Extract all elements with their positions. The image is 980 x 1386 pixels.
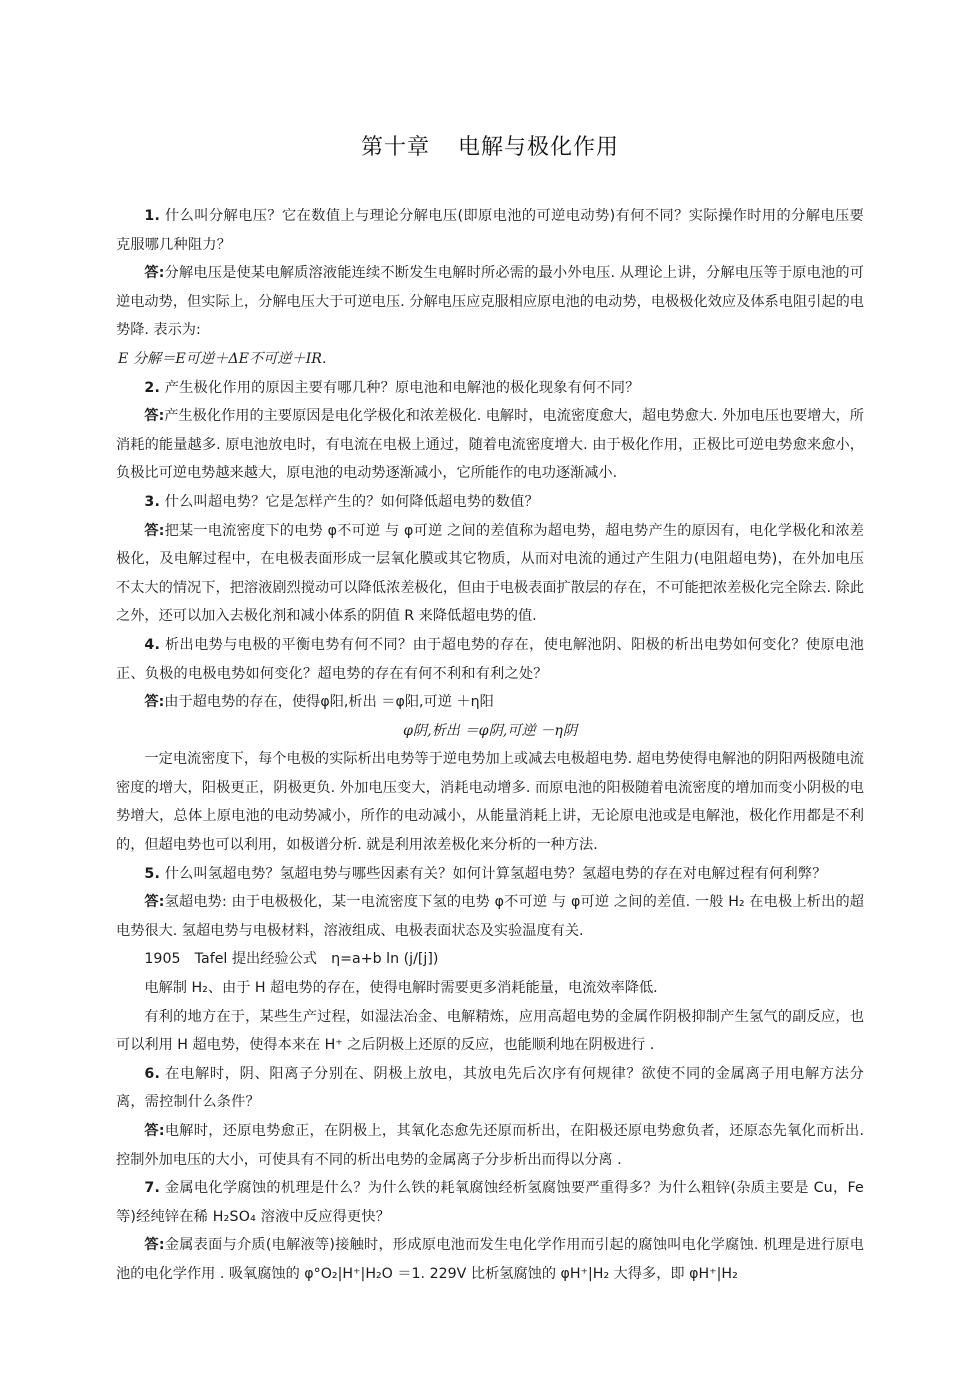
question-2 [116, 374, 864, 403]
question-number: 3. [144, 493, 161, 510]
question-text: 什么叫超电势？它是怎样产生的？如何降低超电势的数值？ [164, 493, 539, 510]
question-text: 金属电化学腐蚀的机理是什么？为什么铁的耗氧腐蚀经析氢腐蚀要严重得多？为什么粗锌(杂质主要是 Cu，Fe 等)经纯锌在稀 H₂SO₄ 溶液中反应得更快？ [116, 1180, 864, 1225]
tafel-formula: 1905 Tafel 提出经验公式 η=a+b ln (j/[j]) [144, 951, 439, 968]
question-number: 7. [144, 1180, 161, 1197]
question-7 [116, 1174, 864, 1231]
answer-5 [116, 888, 864, 945]
answer-text: 分解电压是使某电解质溶液能连续不断发生电解时所必需的最小外电压. 从理论上讲，分解电压等于原电池的可逆电动势，但实际上，分解电压大于可逆电压. 分解电压应克服相应原电池的电动势，电极极化效应及体系电阻引起的电势降. 表示为: [116, 265, 864, 339]
answer-label: 答: [144, 522, 165, 539]
question-3 [116, 488, 864, 517]
chapter-number: 第十章 [360, 135, 430, 160]
document-body [116, 202, 864, 1289]
answer-label: 答: [144, 694, 165, 711]
question-number: 6. [144, 1065, 161, 1082]
answer-4-continuation: 一定电流密度下，每个电极的实际析出电势等于逆电势加上或减去电极超电势. 超电势使得电解池的阴阳两极随电流密度的增大，阳极更正，阴极更负. 外加电压变大，消耗电动增多. 而原电池的阳极随着电流密度的增加而变小阴极的电势增大，总体上原电池的电动势减小，所作的电动减小，从能量消耗上讲，无论原电池或是电解池，极化作用都是不利的，但超电势也可以利用，如极谱分析. 就是利用浓差极化来分析的一种方法. [116, 751, 864, 854]
equation-decomposition: E 分解＝E可逆＋ΔE不可逆＋IR. [118, 350, 327, 367]
answer-1 [116, 259, 864, 345]
answer-label: 答: [144, 894, 165, 911]
question-text: 什么叫分解电压？它在数值上与理论分解电压(即原电池的可逆电动势)有何不同？实际操作时用的分解电压要克服哪几种阻力？ [116, 208, 864, 253]
answer-label: 答: [144, 265, 165, 282]
answer-text: 把某一电流密度下的电势 φ不可逆 与 φ可逆 之间的差值称为超电势，超电势产生的原因有，电化学极化和浓差极化，及电解过程中，在电极表面形成一层氧化膜或其它物质，从而对电流的通过产生阻力(电阻超电势)，在外加电压不太大的情况下，把溶液剧烈搅动可以降低浓差极化，但由于电极表面扩散层的存在，不可能把浓差极化完全除去. 除此之外，还可以加入去极化剂和减小体系的阴值 R 来降低超电势的值. [116, 522, 864, 625]
question-6 [116, 1060, 864, 1117]
question-text: 在电解时，阴、阳离子分别在、阴极上放电，其放电先后次序有何规律？欲使不同的金属离子用电解方法分离，需控制什么条件？ [116, 1065, 864, 1111]
answer-text: 由于超电势的存在，使得φ阳,析出 ＝φ阳,可逆 ＋η阳 [164, 694, 494, 711]
question-number: 1. [144, 208, 161, 224]
answer-3 [116, 517, 864, 631]
answer-7 [116, 1231, 864, 1288]
answer-text: 氢超电势: 由于电极极化，某一电流密度下氢的电势 φ不可逆 与 φ可逆 之间的差值. 一般 H₂ 在电极上析出的超电势很大. 氢超电势与电极材料，溶液组成、电极表面状态及实验温度有关. [116, 894, 864, 939]
answer-label: 答: [144, 1237, 165, 1254]
answer-text: 产生极化作用的主要原因是电化学极化和浓差极化. 电解时，电流密度愈大，超电势愈大. 外加电压也要增大，所消耗的能量越多. 原电池放电时，有电流在电极上通过，随着电流密度增大. 由于极化作用，正极比可逆电势愈来愈小，负极比可逆电势越来越大，原电池的电动势逐渐减小，它所能作的电功逐渐减小. [116, 408, 864, 482]
chapter-heading: 电解与极化作用 [458, 135, 620, 160]
answer-6 [116, 1117, 864, 1174]
answer-text: 电解时，还原电势愈正，在阴极上，其氧化态愈先还原而析出，在阳极还原电势愈负者，还原态先氧化而析出. 控制外加电压的大小，可使具有不同的析出电势的金属离子分步析出而得以分离 . [116, 1123, 864, 1168]
question-4 [116, 631, 864, 688]
question-text: 产生极化作用的原因主要有哪几种？原电池和电解池的极化现象有何不同？ [164, 379, 640, 396]
answer-label: 答: [144, 1123, 165, 1139]
answer-5-extra-1: 电解制 H₂、由于 H 超电势的存在，使得电解时需要更多消耗能量，电流效率降低. [144, 980, 658, 997]
question-text: 什么叫氢超电势？氢超电势与哪些因素有关？如何计算氢超电势？氢超电势的存在对电解过程有何利弊？ [164, 865, 827, 882]
question-1 [116, 202, 864, 259]
question-number: 2. [144, 379, 161, 396]
answer-4 [116, 688, 864, 717]
answer-2 [116, 402, 864, 488]
answer-text: 金属表面与介质(电解液等)接触时，形成原电池而发生电化学作用而引起的腐蚀叫电化学腐蚀. 机理是进行原电池的电化学作用 . 吸氧腐蚀的 φ°O₂|H⁺|H₂O ＝1. 229V 比析氢腐蚀的 φH⁺|H₂ 大得多，即 φH⁺|H₂ [116, 1237, 864, 1282]
answer-5-extra-2: 有利的地方在于，某些生产过程，如湿法冶金、电解精炼，应用高超电势的金属作阴极抑制产生氢气的副反应，也可以利用 H 超电势，使得本来在 H⁺ 之后阴极上还原的反应，也能顺利地在阴极进行 . [116, 1008, 864, 1054]
question-text: 析出电势与电极的平衡电势有何不同？由于超电势的存在，使电解池阴、阳极的析出电势如何变化？使原电池正、负极的电极电势如何变化？超电势的存在有何不利和有利之处？ [116, 636, 864, 682]
question-5 [116, 860, 864, 889]
chapter-title [0, 130, 980, 161]
equation-cathode: φ阴,析出 ＝φ阴,可逆 －η阴 [402, 722, 578, 739]
question-number: 5. [144, 865, 161, 882]
answer-label: 答: [144, 408, 165, 425]
question-number: 4. [144, 636, 161, 653]
